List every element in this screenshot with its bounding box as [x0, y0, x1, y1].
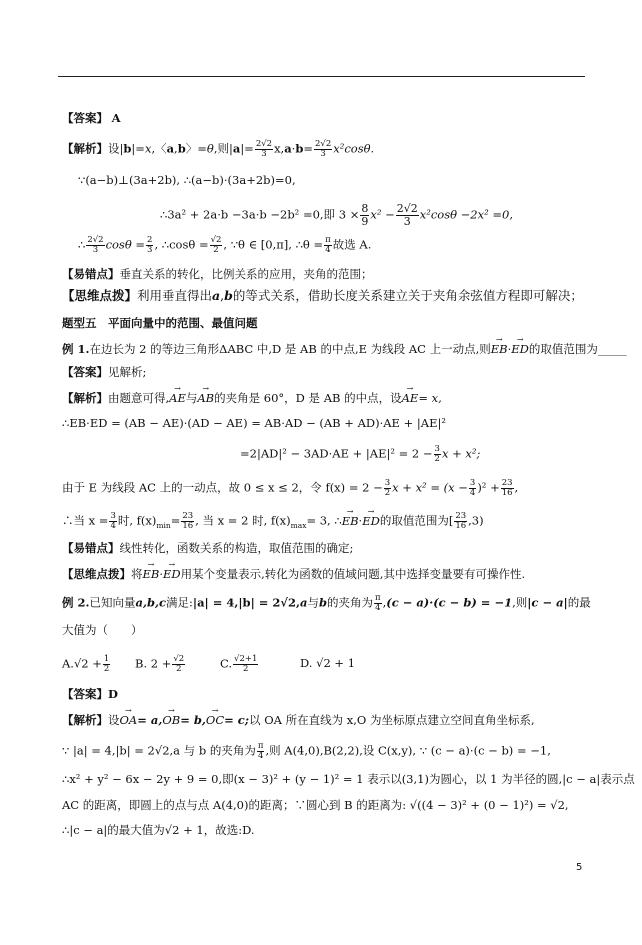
tip-tag: 【思维点拨】 [62, 288, 138, 303]
example-2-question-line-2: 大值为（ ） [62, 623, 143, 637]
fraction: $\frac{√2}{2}$ [210, 235, 222, 255]
explain-line-4: ∴ $\frac{2√2}{3}$ cosθ = $\frac{2}{3}$ , ∴cosθ = $\frac{√2}{2}$ , ∵θ ∈ [0,π], ∴θ = $\frac{\pi}{4}$ 故选 A. [78, 235, 372, 255]
page-number: 5 [576, 862, 583, 873]
fraction: $\frac{√2+1}{2}$ [234, 654, 258, 674]
mistake-line-2: 【易错点】线性转化，函数关系的构造，取值范围的确定; [62, 541, 354, 555]
explain-ex1-line-5: ∴当 x = $\frac{3}{4}$ 时, $f(x)_{min}=$ $\frac{23}{16}$ , 当 x = 2 时, $f(x)_{max}= 3$, ∴→ EB·→ ED的取值范围为[ $\frac{23}{16}$ ,3) [62, 512, 484, 534]
explain-ex2-line-2: ∵ |a| = 4,|b| = 2√2,a 与 b 的夹角为 $\frac{\pi}{4}$ ,则 A(4,0),B(2,2),设 C(x,y), ∵ (c − a)·(c − b) = −1, [62, 741, 551, 761]
answer-value: A [111, 111, 121, 125]
example-1-question: 例 1.在边长为 2 的等边三角形ΔABC 中,D 是 AB 的中点,E 为线段 AC 上一动点,则→ EB·→ ED的取值范围为_____ [62, 341, 627, 357]
fraction: $\frac{8}{9}$ [361, 202, 369, 228]
answer-tag: 【答案】 [62, 111, 108, 125]
explain-ex2-line-1: 【解析】设→ OA= a,→ OB= b,→ OC= c;以 OA 所在直线为 x,O 为坐标原点建立空间直角坐标系, [62, 712, 535, 728]
fraction: $\frac{2√2}{3}$ [396, 202, 418, 228]
explain-ex1-line-4: 由于 E 为线段 AC 上的一动点，故 0 ≤ x ≤ 2，令 f(x) = 2 − $\frac{3}{2}$ x + x² = (x − $\frac{3}{4}$ )² + $\frac{23}{16}$ , [62, 478, 519, 498]
explain-ex2-line-3: ∴x² + y² − 6x − 2y + 9 = 0,即(x − 3)² + (y − 1)² = 1 表示以(3,1)为圆心，以 1 为半径的圆,|c − a|表示点 [62, 772, 635, 786]
fraction: $\frac{3}{4}$ [469, 478, 476, 498]
explain-ex2-line-4: AC 的距离，即圆上的点与点 A(4,0)的距离；∵圆心到 B 的距离为: √((4 − 3)² + (0 − 1)²) = √2, [62, 798, 569, 812]
fraction: $\frac{23}{16}$ [182, 511, 194, 531]
example-label: 例 1. [62, 342, 90, 356]
fraction: $\frac{2√2}{3}$ [255, 139, 273, 159]
fraction: $\frac{1}{2}$ [103, 654, 110, 674]
explain-tag: 【解析】 [62, 141, 108, 156]
fraction: $\frac{3}{4}$ [110, 511, 116, 531]
fraction: $\frac{2√2}{3}$ [315, 139, 332, 159]
fraction: $\frac{23}{16}$ [455, 511, 467, 531]
fraction: $\frac{√2}{2}$ [173, 654, 185, 674]
option-d: D. √2 + 1 [300, 656, 356, 670]
mistake-tag: 【易错点】 [62, 267, 120, 281]
example-label: 例 2. [62, 595, 90, 610]
option-a: A.√2 + $\frac{1}{2}$ [62, 654, 110, 674]
option-b: B. 2 + $\frac{√2}{2}$ [135, 654, 185, 674]
fraction: $\frac{2}{3}$ [147, 235, 153, 255]
answer-line-2: 【答案】见解析; [62, 365, 147, 379]
tip-line-2: 【思维点拨】将→ EB·→ ED用某个变量表示,转化为函数的值域问题,其中选择变量要有可操作性. [62, 566, 525, 582]
mistake-line-1: 【易错点】垂直关系的转化，比例关系的应用，夹角的范围； [62, 267, 373, 281]
fraction: $\frac{\pi}{4}$ [375, 593, 381, 613]
explain-ex1-line-1: 【解析】由题意可得,→ AE与→ AB的夹角是 60°，D 是 AB 的中点，设→ AE= x, [62, 390, 442, 406]
option-c: C. $\frac{√2+1}{2}$ [220, 654, 258, 674]
explain-ex1-line-3: =2|AD|² − 3AD·AE + |AE|² = 2 − $\frac{3}{2}$ x + x²; [240, 444, 481, 464]
fraction: $\frac{2√2}{3}$ [87, 235, 104, 255]
explain-line-2: ∵(a−b)⊥(3a+2b), ∴(a−b)·(3a+2b)=0, [78, 173, 296, 187]
header-rule [58, 76, 585, 77]
explain-ex1-line-2: ∴EB·ED = (AB − AE)·(AD − AE) = AB·AD − (AB + AD)·AE + |AE|² [62, 416, 446, 430]
answer-line-1 [62, 110, 121, 126]
explain-line-1: 【解析】设|b|=x,〈a,b〉=θ,则|a|= $\frac{2√2}{3}$ x,a·b= $\frac{2√2}{3}$ x²cosθ. [62, 139, 375, 159]
answer-line-3: 【答案】D [62, 687, 118, 701]
fraction: $\frac{23}{16}$ [501, 478, 513, 498]
fraction: $\frac{3}{2}$ [384, 478, 391, 498]
explain-ex2-line-5: ∴|c − a|的最大值为√2 + 1，故选:D. [62, 823, 255, 837]
fraction: $\frac{3}{2}$ [434, 444, 440, 464]
explain-line-3: ∴3a² + 2a·b −3a·b −2b² =0,即 3 × $\frac{8}{9}$ x² − $\frac{2√2}{3}$ x²cosθ −2x² =0, [160, 202, 513, 228]
section-title: 题型五 平面向量中的范围、最值问题 [62, 316, 258, 330]
tip-line-1: 【思维点拨】利用垂直得出a,b的等式关系，借助长度关系建立关于夹角余弦值方程即可解决； [62, 288, 583, 303]
fraction: $\frac{\pi}{4}$ [257, 741, 264, 761]
fraction: $\frac{\pi}{4}$ [325, 235, 331, 255]
example-2-question: 例 2.已知向量a,b,c满足:|a| = 4,|b| = 2√2,a与b的夹角为 $\frac{\pi}{4}$ ,(c − a)·(c − b) = −1,则|c − a|的最 [62, 593, 591, 613]
